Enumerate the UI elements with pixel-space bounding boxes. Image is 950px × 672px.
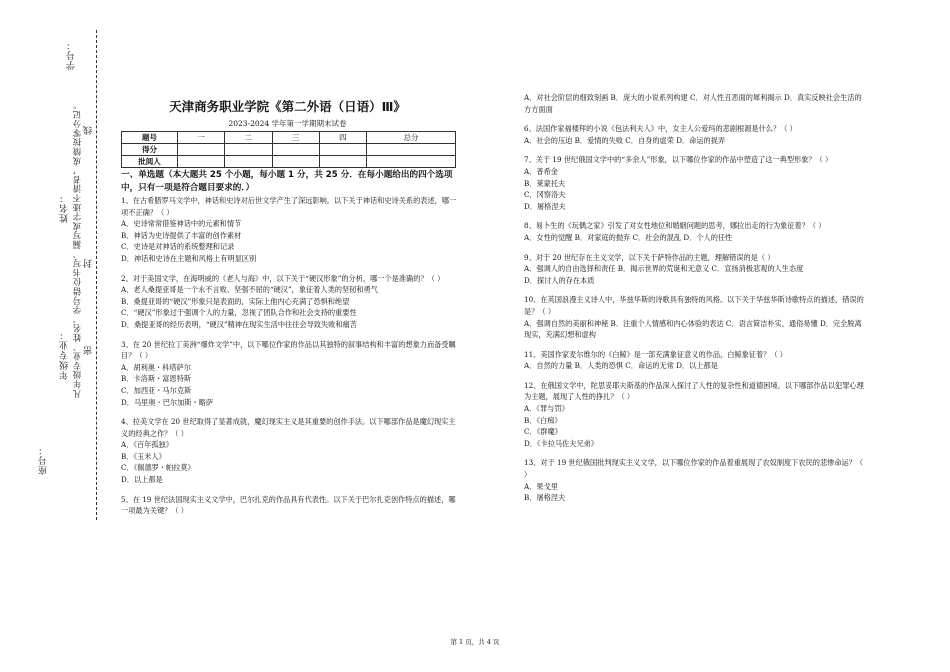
answer-option: C．《佩德罗・帕拉莫》 [121,463,195,473]
margin-class-label: 年级专业： [60,330,70,380]
score-cell [272,144,319,156]
question-stem: 3、在 20 世纪拉丁美洲“爆炸文学”中，以下哪位作家的作品以其独特的叙事结构和丰富的想象力而备受瞩目？（ ） [121,339,456,361]
score-row-label: 批阅人 [122,156,178,168]
question-block [121,273,461,331]
margin-student-id-label: 学号： [67,40,77,70]
question-block [121,494,461,517]
answer-option: B．《白痴》 [524,415,562,425]
answer-option: A．史诗常常借鉴神话中的元素和情节 [121,219,242,229]
question-block [121,416,461,486]
score-header-cell: 四 [319,132,366,144]
left-column [121,169,461,525]
answer-option: A．社会的压迫 B．爱情的失败 C．自身的虚荣 D．命运的捉弄 [524,135,726,145]
question-block [524,154,866,212]
question-stem: 7、关于 19 世纪俄国文学中的“多余人”形象，以下哪位作家的作品中塑造了这一典型形象？（ ） [524,155,833,165]
question-stem: 9、对于 20 世纪存在主义文学，以下关于萨特作品的主题，理解错误的是（ ） [524,252,775,262]
left-question-list [121,195,461,517]
exam-subtitle: 2023-2024 学年第一学期期末试卷 [228,119,347,128]
answer-option: D．屠格涅夫 [524,201,566,211]
score-cell [272,156,319,168]
question-stem: 6、法国作家福楼拜的小说《包法利夫人》中，女主人公爱玛的悲剧根源是什么？（ ） [524,124,797,134]
answer-option: A．自然的力量 B．人类的恐惧 C．命运的无常 D．以上都是 [524,361,718,371]
answer-option: D．桑提亚哥的经历表明，“硬汉”精神在现实生活中往往会导致失败和痛苦 [121,319,357,329]
score-header-cell: 题号 [122,132,178,144]
question-stem: 1、在古希腊罗马文学中，神话和史诗对后世文学产生了深远影响。以下关于神话和史诗关系的表述，哪一项不正确？（ ） [121,196,457,217]
question-block [121,339,461,409]
margin-cut-mark-1: 密 [84,345,94,355]
right-column [524,92,866,512]
answer-option: A．老人桑提亚哥是一个永不言败、坚强不屈的“硬汉”，象征着人类的坚韧和勇气 [121,285,378,295]
answer-option: A．《罪与罚》 [524,404,569,414]
margin-cut-mark-2: 封 [84,258,94,268]
score-cell [319,156,366,168]
page-footer: 第 1 页，共 4 页 [450,638,500,646]
margin-notice: 凡年级专业、姓名、学号错位书写、漏写或字迹不清者，成绩按零分记。 [72,100,82,398]
answer-option: A．普希金 [524,166,558,176]
score-cell [319,144,366,156]
score-header-cell: 二 [225,132,272,144]
question-block [524,220,866,243]
answer-option: D．神话和史诗在主题和风格上有明显区别 [121,253,257,263]
answer-option: B．卡洛斯・富恩特斯 [121,374,191,384]
score-cell [178,156,225,168]
question-block [524,380,866,450]
question-stem: 5、在 19 世纪法国现实主义文学中，巴尔扎克的作品具有代表性。以下关于巴尔扎克创作特点的描述，哪一项最为关键？（ ） [121,494,456,516]
answer-option: A．强调人的自由选择和责任 B．揭示世界的荒诞和无意义 C．宣扬消极悲观的人生态度 [524,264,804,274]
margin-cut-mark-3: 线 [84,125,94,135]
question-block [121,195,461,265]
score-table [121,131,456,168]
answer-option: A．《百年孤独》 [121,440,173,450]
question-block [524,123,866,146]
question-block [524,457,866,503]
answer-option: C．史诗是对神话的系统整理和记录 [121,242,235,252]
question-stem: 11、美国作家麦尔维尔的《白鲸》是一部充满象征意义的作品，白鲸象征着？（ ） [524,349,787,359]
answer-option: B．《玉米人》 [121,451,166,461]
answer-option: B．屠格涅夫 [524,493,566,503]
margin-seat-label: 座号： [39,445,49,475]
answer-option: D．《卡拉马佐夫兄弟》 [524,438,599,448]
section-heading: 一、单选题（本大题共 25 个小题，每小题 1 分，共 25 分．在每小题给出的四个选项中，只有一项是符合题目要求的．） [121,170,453,193]
binding-dashed-line [96,30,97,520]
answer-option: B．莱蒙托夫 [524,178,566,188]
answer-option: D．探讨人的存在本质 [524,275,595,285]
answer-option: C．《群魔》 [524,427,562,437]
score-row-label: 得分 [122,144,178,156]
answer-option: A．女性的觉醒 B．对家庭的抛弃 C．社会的混乱 D．个人的任性 [524,232,733,242]
score-table-header-row [122,132,456,144]
score-header-cell: 三 [272,132,319,144]
answer-option: C．冈察洛夫 [524,190,566,200]
question-block [524,92,866,115]
answer-option: B．神话为史诗提供了丰富的创作素材 [121,230,242,240]
margin-name-label: 姓名： [60,193,70,223]
answer-option: C．加西亚・马尔克斯 [121,385,192,395]
exam-title: 天津商务职业学院《第二外语（日语）Ⅲ》 [169,99,406,114]
answer-option: B．桑提亚哥的“硬汉”形象只是表面的，实际上他内心充满了恐惧和绝望 [121,296,350,306]
question-stem: 2、对于美国文学，在海明威的《老人与海》中，以下关于“硬汉形象”的分析，哪一个是准确的？（ ） [121,273,445,283]
answer-option: A．胡利奥・科塔萨尔 [121,362,191,372]
question-block [524,294,866,340]
score-cell [225,156,272,168]
answer-option: D．马里奥・巴尔加斯・略萨 [121,397,214,407]
score-cell [178,144,225,156]
score-header-cell: 一 [178,132,225,144]
answer-option: A．果戈里 [524,481,558,491]
score-table-row [122,144,456,156]
score-cell [225,144,272,156]
score-header-cell: 总分 [367,132,456,144]
answer-option: A．强调自然的美丽和神秘 B．注重个人情感和内心体验的表达 C．语言简洁朴实，通俗易懂 D．完全脱离现实，充满幻想和虚构 [524,318,862,340]
answer-option: D．以上都是 [121,475,163,485]
question-stem: 10、在英国浪漫主义诗人中，华兹华斯的诗歌具有独特的风格。以下关于华兹华斯诗歌特点的描述，错误的是？（ ） [524,295,864,316]
answer-option: A．对社会阶层的细致刻画 B．庞大的小说系列构建 C．对人性丑恶面的犀利揭示 D．真实反映社会生活的方方面面 [524,93,862,114]
question-stem: 8、易卜生的《玩偶之家》引发了对女性地位和婚姻问题的思考，娜拉出走的行为象征着？（ ） [524,221,826,231]
question-block [524,252,866,287]
score-cell [367,144,456,156]
question-block [524,349,866,372]
answer-option: C．“硬汉”形象过于强调个人的力量，忽视了团队合作和社会支持的重要性 [121,308,357,318]
right-question-list [524,92,866,504]
question-stem: 4、拉美文学在 20 世纪取得了显著成就，魔幻现实主义是其重要的创作手法。以下哪部作品是魔幻现实主义的经典之作？（ ） [121,417,456,438]
score-cell [367,156,456,168]
question-stem: 13、对于 19 世纪俄国批判现实主义文学，以下哪位作家的作品着重展现了农奴制度下农民的悲惨命运？（ ） [524,458,864,480]
score-table-row [122,156,456,168]
question-stem: 12、在俄国文学中，陀思妥耶夫斯基的作品深入探讨了人性的复杂性和道德困境。以下哪部作品以犯罪心理为主题，展现了人性的挣扎？（ ） [524,380,864,402]
